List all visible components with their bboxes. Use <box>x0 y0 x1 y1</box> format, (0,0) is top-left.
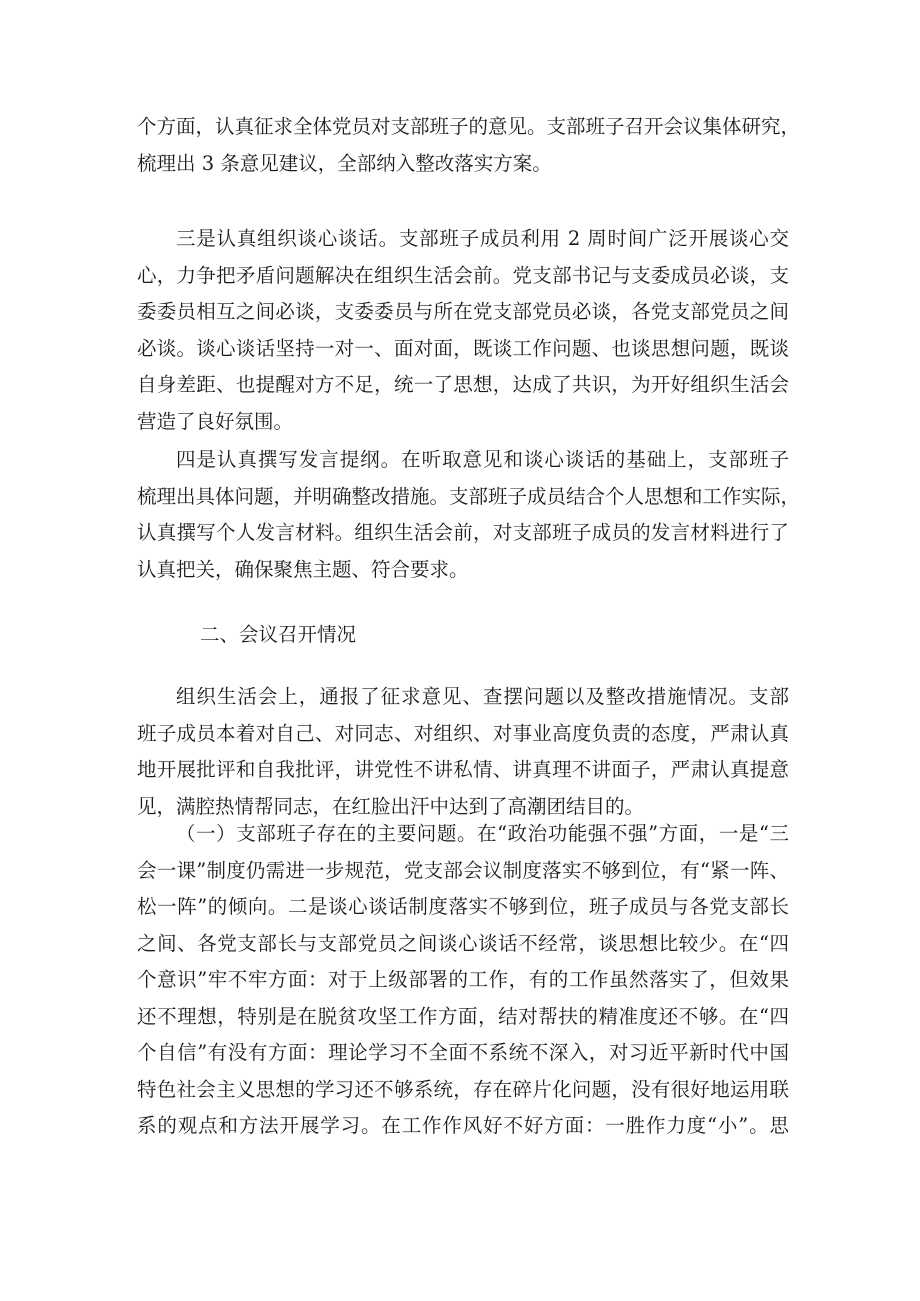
text-line: 梳理出 3 条意见建议，全部纳入整改落实方案。 <box>137 151 552 175</box>
text-line: 系的观点和方法开展学习。在工作作风好不好方面：一胜作力度“小”。思 <box>137 1114 789 1137</box>
paragraph-opinions-continued <box>137 109 801 182</box>
text-line: 还不理想，特别是在脱贫攻坚工作方面，结对帮扶的精准度还不够。在“四 <box>137 1004 789 1028</box>
text-line: （一）支部班子存在的主要问题。在“政治功能强不强”方面，一是“三 <box>176 822 789 845</box>
text-line: 认真撰写个人发言材料。组织生活会前，对支部班子成员的发言材料进行了 <box>137 521 789 544</box>
text-line: 组织生活会上，通报了征求意见、查摆问题以及整改措施情况。支部 <box>176 685 789 708</box>
text-line: 心，力争把矛盾问题解决在组织生活会前。党支部书记与支委成员必谈，支 <box>137 263 789 287</box>
text-line: 松一阵”的倾向。二是谈心谈话制度落实不够到位，班子成员与各党支部长 <box>137 895 789 918</box>
paragraph-meeting-summary <box>137 679 789 825</box>
text-line: 三是认真组织谈心谈话。支部班子成员利用 2 周时间广泛开展谈心交 <box>176 227 789 250</box>
paragraph-speech-outline <box>137 442 801 588</box>
text-line: 认真把关，确保聚焦主题、符合要求。 <box>137 557 469 581</box>
text-line: 个自信”有没有方面：理论学习不全面不系统不深入，对习近平新时代中国 <box>137 1041 789 1064</box>
section-heading: 二、会议召开情况 <box>200 623 357 646</box>
text-line: 四是认真撰写发言提纲。在听取意见和谈心谈话的基础上，支部班子 <box>176 448 789 471</box>
text-line: 必谈。谈心谈话坚持一对一、面对面，既谈工作问题、也谈思想问题，既谈 <box>137 336 789 360</box>
text-line: 会一课”制度仍需进一步规范，党支部会议制度落实不够到位，有“紧一阵、 <box>137 858 789 882</box>
text-line: 个意识”牢不牢方面：对于上级部署的工作，有的工作虽然落实了，但效果 <box>137 968 789 991</box>
text-line: 委委员相互之间必谈，支委委员与所在党支部党员必谈，各党支部党员之间 <box>137 300 789 323</box>
text-line: 自身差距、也提醒对方不足，统一了思想，达成了共识，为开好组织生活会 <box>137 373 789 396</box>
text-line: 班子成员本着对自己、对同志、对组织、对事业高度负责的态度，严肃认真 <box>137 721 789 745</box>
paragraph-main-problems <box>137 816 789 1145</box>
text-line: 个方面，认真征求全体党员对支部班子的意见。支部班子召开会议集体研究， <box>137 115 801 138</box>
text-line: 地开展批评和自我批评，讲党性不讲私情、讲真理不讲面子，严肃认真提意 <box>137 758 789 781</box>
text-line: 见，满腔热情帮同志，在红脸出汗中达到了高潮团结目的。 <box>137 794 645 818</box>
text-line: 梳理出具体问题，并明确整改措施。支部班子成员结合个人思想和工作实际， <box>137 484 801 508</box>
text-line: 营造了良好氛围。 <box>137 409 294 433</box>
paragraph-heart-to-heart-talks <box>137 221 789 440</box>
text-line: 之间、各党支部长与支部党员之间谈心谈话不经常，谈思想比较少。在“四 <box>137 931 789 955</box>
text-line: 特色社会主义思想的学习还不够系统，存在碎片化问题，没有很好地运用联 <box>137 1077 789 1101</box>
